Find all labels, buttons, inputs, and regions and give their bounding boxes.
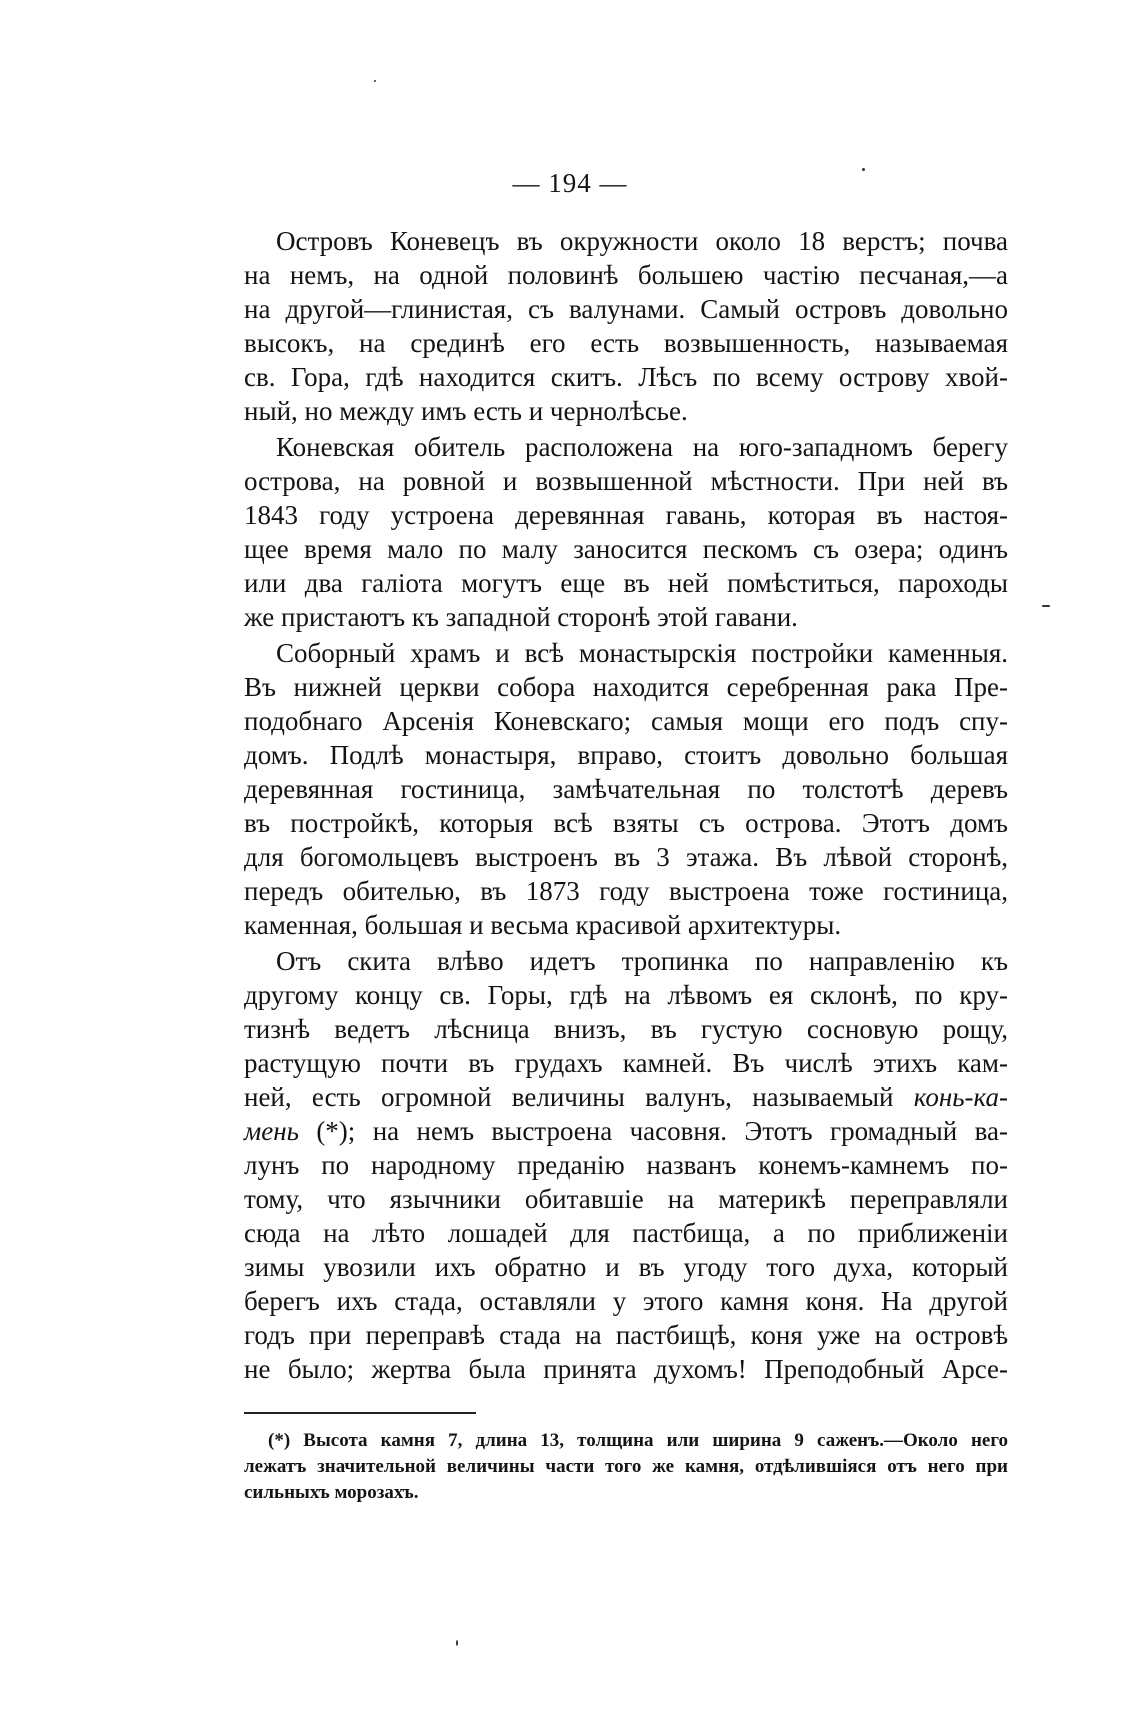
text-line: не было; жертва была принята духомъ! Преподобный Арсе- bbox=[244, 1354, 1008, 1384]
footnote-divider bbox=[244, 1412, 476, 1414]
text-line: Островъ Коневецъ въ окружности около 18 верстъ; почва bbox=[276, 226, 1008, 256]
body-text bbox=[244, 224, 1008, 1386]
text-line: для богомольцевъ выстроенъ въ 3 этажа. Въ лѣвой сторонѣ, bbox=[244, 842, 1008, 872]
scan-speck bbox=[1042, 605, 1050, 607]
footnote-line: (*) Высота камня 7, длина 13, толщина или ширина 9 саженъ.—Около него bbox=[268, 1430, 1008, 1451]
text-line: растущую почти въ грудахъ камней. Въ числѣ этихъ кам- bbox=[244, 1048, 1008, 1078]
text-line bbox=[244, 1114, 1008, 1148]
text-line: домъ. Подлѣ монастыря, вправо, стоитъ довольно большая bbox=[244, 740, 1008, 770]
text-line: тому, что язычники обитавшіе на материкѣ переправляли bbox=[244, 1184, 1008, 1214]
text-line: Въ нижней церкви собора находится серебренная рака Пре- bbox=[244, 672, 1008, 702]
text-line: передъ обителью, въ 1873 году выстроена тоже гостиница, bbox=[244, 876, 1008, 906]
text-line: же пристаютъ къ западной сторонѣ этой гавани. bbox=[244, 602, 798, 632]
text-line: или два галіота могутъ еще въ ней помѣститься, пароходы bbox=[244, 568, 1008, 598]
text-line: Соборный храмъ и всѣ монастырскія постройки каменныя. bbox=[276, 638, 1008, 668]
text-line: Коневская обитель расположена на юго-западномъ берегу bbox=[276, 432, 1008, 462]
scan-speck bbox=[862, 168, 865, 171]
footnote-line: сильныхъ морозахъ. bbox=[244, 1482, 419, 1503]
text-line: на немъ, на одной половинѣ большею частію песчаная,—а bbox=[244, 260, 1008, 290]
italic-term: мень bbox=[244, 1116, 299, 1146]
footnote-line: лежатъ значительной величины части того же камня, отдѣлившіяся отъ него при bbox=[244, 1456, 1008, 1477]
text-run: (*); на немъ выстроена часовня. Этотъ громадный ва- bbox=[298, 1116, 1008, 1146]
text-line: каменная, большая и весьма красивой архитектуры. bbox=[244, 910, 842, 940]
scan-speck bbox=[374, 80, 376, 82]
scan-speck bbox=[456, 1640, 458, 1646]
text-line: тизнѣ ведетъ лѣсница внизъ, въ густую сосновую рощу, bbox=[244, 1014, 1008, 1044]
page-number: — 194 — bbox=[512, 168, 628, 198]
text-line bbox=[244, 1080, 1008, 1114]
text-line: 1843 году устроена деревянная гавань, которая въ настоя- bbox=[244, 500, 1008, 530]
text-line: другому концу св. Горы, гдѣ на лѣвомъ ея склонѣ, по кру- bbox=[244, 980, 1008, 1010]
text-line: берегъ ихъ стада, оставляли у этого камня коня. На другой bbox=[244, 1286, 1008, 1316]
footnote bbox=[244, 1428, 1008, 1506]
text-line: годъ при переправѣ стада на пастбищѣ, коня уже на островѣ bbox=[244, 1320, 1008, 1350]
text-line: въ постройкѣ, которыя всѣ взяты съ острова. Этотъ домъ bbox=[244, 808, 1008, 838]
text-run: ней, есть огромной величины валунъ, называемый bbox=[244, 1082, 914, 1112]
text-line: лунъ по народному преданію названъ конемъ-камнемъ по- bbox=[244, 1150, 1008, 1180]
text-line: Отъ скита влѣво идетъ тропинка по направленію къ bbox=[276, 946, 1008, 976]
text-line: острова, на ровной и возвышенной мѣстности. При ней въ bbox=[244, 466, 1008, 496]
text-line: ный, но между имъ есть и чернолѣсье. bbox=[244, 396, 688, 426]
text-line: подобнаго Арсенія Коневскаго; самыя мощи его подъ спу- bbox=[244, 706, 1008, 736]
text-line: щее время мало по малу заносится пескомъ съ озера; одинъ bbox=[244, 534, 1008, 564]
italic-term: конь-ка- bbox=[913, 1082, 1008, 1112]
text-line: высокъ, на срединѣ его есть возвышенность, называемая bbox=[244, 328, 1008, 358]
text-line: деревянная гостиница, замѣчательная по толстотѣ деревъ bbox=[244, 774, 1008, 804]
text-line: на другой—глинистая, съ валунами. Самый островъ довольно bbox=[244, 294, 1008, 324]
text-line: зимы увозили ихъ обратно и въ угоду того духа, который bbox=[244, 1252, 1008, 1282]
text-line: св. Гора, гдѣ находится скитъ. Лѣсъ по всему острову хвой- bbox=[244, 362, 1008, 392]
text-line: сюда на лѣто лошадей для пастбища, а по приближеніи bbox=[244, 1218, 1008, 1248]
